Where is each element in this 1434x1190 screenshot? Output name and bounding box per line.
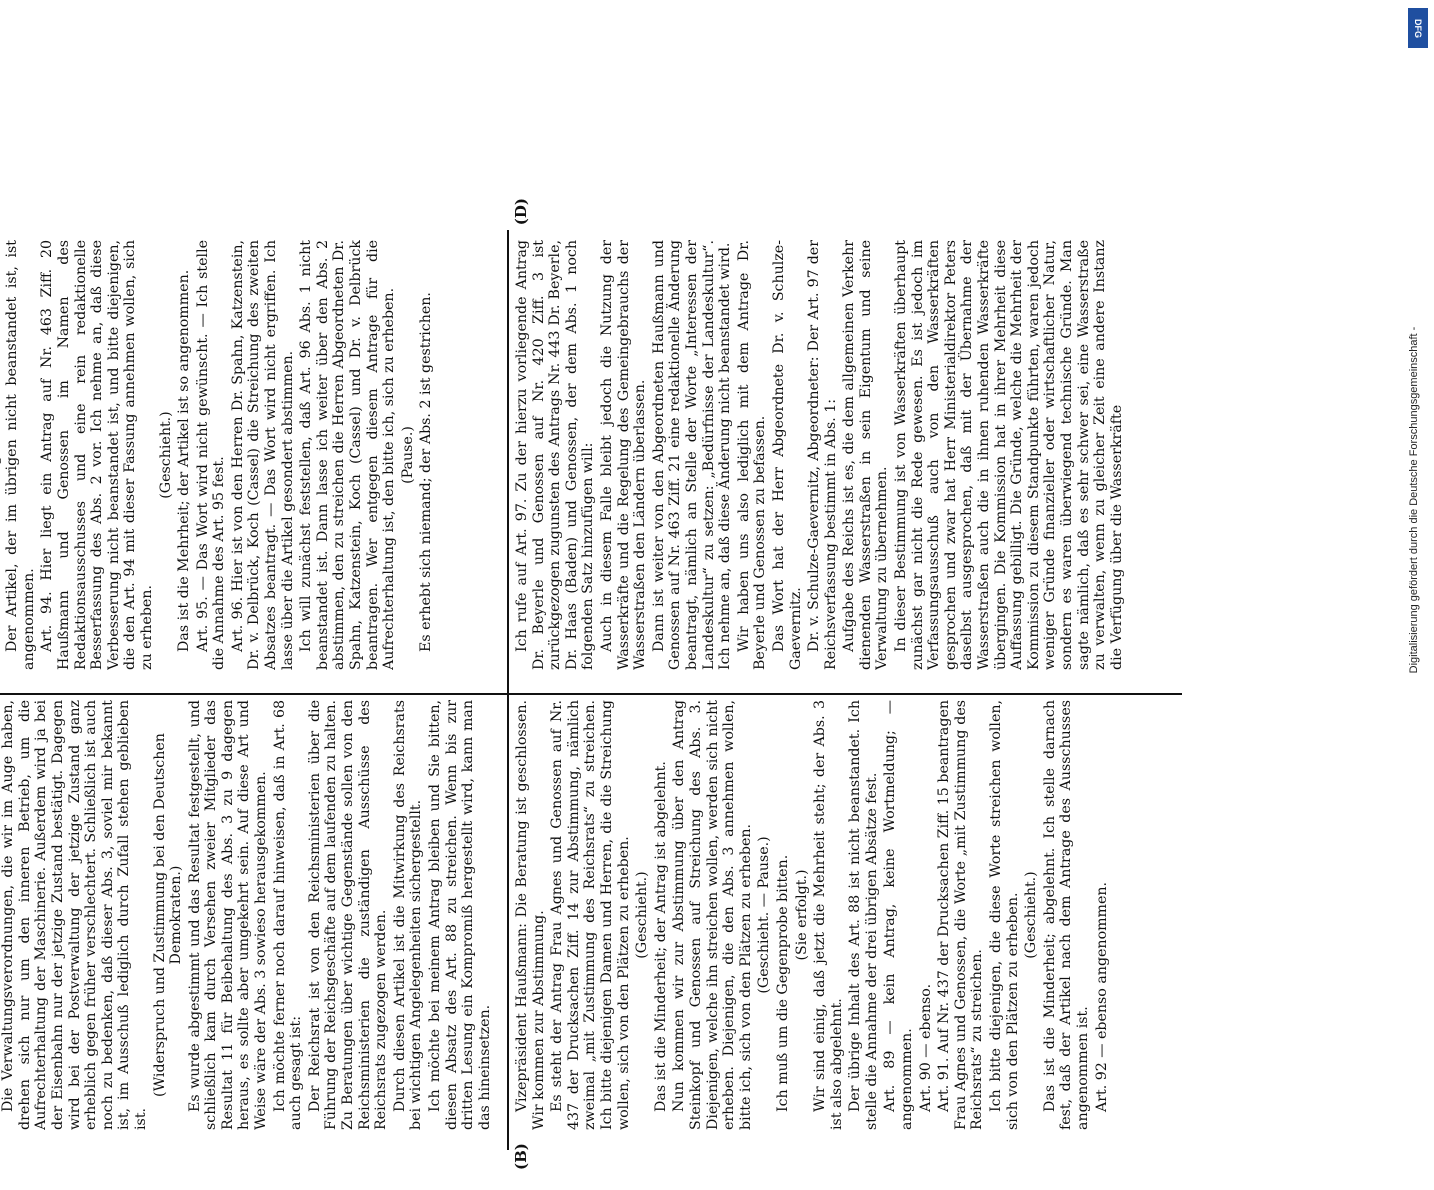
paragraph: Vizepräsident Haußmann: Die Beratung ist geschlossen. Wir kommen zur Abstimmung. (514, 700, 547, 1130)
paragraph: Art. 90 — ebenso. (917, 983, 934, 1112)
paragraph: Art. 94. Hier liegt ein Antrag auf Nr. 463 Ziff. 20 Haußmann und Genossen im Namen des Redaktionsausschusses und eine rein redaktionelle Besserfassung des Abs. 2 vor. Ich nehme an, daß diese Verbesserung nicht beanstandet ist, und bitte diejenigen, die den Art. 94 mit dieser Fassung annehmen wollen, sich zu erheben. (39, 240, 155, 670)
margin-mark-d: (D) (512, 198, 530, 226)
watermark-strip (1394, 0, 1434, 1000)
paragraph: Ich will zunächst feststellen, daß Art. 96 Abs. 1 nicht beanstandet ist. Dann lasse ich weiter über den Abs. 2 abstimmen, den zu streichen die Herren Abgeordneten Dr. Spahn, Katzenstein, Koch (Cassel) und Dr. v. Delbrück beantragen. Wer entgegen diesem Antrage für die Aufrechterhaltung ist, den bitte ich, sich zu erheben. (298, 240, 398, 670)
paragraph: (Geschieht.) (1023, 871, 1040, 959)
paragraph: Ich muß um die Gegenprobe bitten. (774, 854, 791, 1112)
paragraph: (Geschieht.) (157, 411, 174, 499)
paragraph: Dann ist weiter von den Abgeordneten Haußmann und Genossen auf Nr. 463 Ziff. 21 eine redaktionelle Änderung beantragt, nämlich an Stelle der Worte „Interessen der Landeskultur“ zu setzen: „Bedürfnisse der Landeskultur“. Ich nehme an, daß diese Änderung nicht beanstandet wird. (650, 240, 734, 670)
paragraph: Es wurde abgestimmt und das Resultat festgestellt, und schließlich kam durch Versehen zweier Mitglieder das Resultat 11 für Beibehaltung des Abs. 3 zu 9 dagegen heraus, es sollte aber umgekehrt sein. Auf diese Art und Weise wäre der Abs. 3 sowieso herausgekommen. (186, 700, 270, 1130)
paragraph: Ich rufe auf Art. 97. Zu der hierzu vorliegende Antrag Dr. Beyerle und Genossen auf Nr. 420 Ziff. 3 ist zurückgezogen zugunsten des Antrags Nr. 443 Dr. Beyerle, Dr. Haas (Baden) und Genossen, der dem Abs. 1 noch folgenden Satz hinzufügen will: (514, 240, 597, 670)
paragraph: Art. 89 — kein Antrag, keine Wortmeldung; — angenommen. (882, 700, 916, 1130)
watermark-text: Digitalisierung gefördert durch die Deutsche Forschungsgemeinschaft - (1408, 326, 1420, 674)
paragraph: Der Artikel, der im übrigen nicht beanstandet ist, ist angenommen. (4, 240, 37, 670)
paragraph: (Sie erfolgt.) (793, 869, 810, 961)
paragraph: Ich möchte ferner noch darauf hinweisen, daß in Art. 68 auch gesagt ist: (271, 700, 305, 1130)
paragraph: (Geschieht. — Pause.) (756, 836, 773, 994)
paragraph: Aufgabe des Reichs ist es, die dem allgemeinen Verkehr dienenden Wasserstraßen in sein Eigentum und seine Verwaltung zu übernehmen. (841, 240, 891, 670)
paragraph: Das Wort hat der Herr Abgeordnete Dr. v. Schulze-Gaevernitz. (770, 240, 804, 670)
paragraph: Auch in diesem Falle bleibt jedoch die Nutzung der Wasserkräfte und die Regelung des Gemeingebrauchs der Wasserstraßen den Ländern überlassen. (598, 240, 649, 670)
left-column-top (0, 700, 502, 1130)
paragraph: (Widerspruch und Zustimmung bei den Deutschen Demokraten.) (151, 733, 185, 1097)
paragraph: Das ist die Minderheit; abgelehnt. Ich stelle darnach fest, daß der Artikel nach dem Antrage des Ausschusses angenommen ist. (1041, 700, 1091, 1130)
right-column-bottom (514, 240, 1174, 670)
paragraph: Das ist die Mehrheit; der Artikel ist so angenommen. (176, 269, 193, 652)
paragraph: Durch diesen Artikel ist die Mitwirkung des Reichsrats bei wichtigen Angelegenheiten sichergestellt. (391, 700, 425, 1130)
paragraph: Art. 92 — ebenso angenommen. (1093, 881, 1110, 1112)
paragraph: (Geschieht.) (634, 871, 651, 959)
paragraph: Der übrige Inhalt des Art. 88 ist nicht beanstandet. Ich stelle die Annahme der drei übrigen Absätze fest. (847, 700, 880, 1130)
paragraph (0, 240, 2, 670)
paragraph: In dieser Bestimmung ist von Wasserkräften überhaupt zunächst gar nicht die Rede gewesen. Es ist jedoch im Verfassungsausschuß auch von den Wasserkräften gesprochen und zwar hat Herr Ministerialdirektor Peters daselbst ausgesprochen, daß mit der Übernahme der Wasserstraßen auch die in ihnen ruhenden Wasserkräfte übergingen. Die Kommission hat in ihrer Mehrheit diese Auffassung gebilligt. Die Gründe, welche die Mehrheit der Kommission zu diesem Standpunkte führten, waren jedoch weniger Gründe finanzieller oder wirtschaftlicher Natur, sondern es waren überwiegend technische Gründe. Man sagte nämlich, daß es sehr schwer sei, eine Wasserstraße zu verwalten, wenn zu gleicher Zeit eine andere Instanz die Verfügung über die Wasserkräfte (893, 240, 1125, 670)
dfg-logo: DFG (1408, 8, 1428, 48)
paragraph: Wir sind einig, daß jetzt die Mehrheit steht; der Abs. 3 ist also abgelehnt. (812, 700, 845, 1130)
left-column-bottom (514, 700, 1174, 1130)
paragraph: Art. 95. — Das Wort wird nicht gewünscht. — Ich stelle die Annahme des Art. 95 fest. (194, 240, 228, 670)
paragraph: Es erhebt sich niemand; der Abs. 2 ist gestrichen. (418, 292, 435, 652)
paragraph: Die Verwaltungsverordnungen, die wir im Auge haben, drehen sich nur um den inneren Betrieb, um die Aufrechterhaltung der Maschinerie. Außerdem wird ja bei der Eisenbahn nur der jetzige Zustand bestätigt. Dagegen wird bei der Postverwaltung der jetzige Zustand ganz erheblich gegen früher verschlechtert. Schließlich ist auch noch zu bedenken, daß dieser Abs. 3, soviel mir bekannt ist, im Ausschuß lediglich durch Zufall stehen geblieben ist. (0, 700, 149, 1130)
paragraph: Der Reichsrat ist von den Reichsministerien über die Führung der Reichsgeschäfte auf dem laufenden zu halten. Zu Beratungen über wichtige Gegenstände sollen von den Reichsministerien die zuständigen Ausschüsse des Reichsrats zugezogen werden. (306, 700, 390, 1130)
paragraph: Dr. v. Schulze-Gaevernitz, Abgeordneter: Der Art. 97 der Reichsverfassung bestimmt in Abs. 1: (806, 240, 839, 670)
paragraph: Art. 91. Auf Nr. 437 der Drucksachen Ziff. 15 beantragen Frau Agnes und Genossen, die Worte „mit Zustimmung des Reichsrats“ zu streichen. (936, 700, 986, 1130)
paragraph: Wir haben uns also lediglich mit dem Antrage Dr. Beyerle und Genossen zu befassen. (735, 240, 769, 670)
paragraph: Ich bitte diejenigen, die diese Worte streichen wollen, sich von den Plätzen zu erheben. (988, 700, 1021, 1130)
paragraph: Nun kommen wir zur Abstimmung über den Antrag Steinkopf und Genossen auf Streichung des Abs. 3. Diejenigen, welche ihn streichen wollen, werden sich nicht erheben. Diejenigen, die den Abs. 3 annehmen wollen, bitte ich, sich von den Plätzen zu erheben. (671, 700, 754, 1130)
paragraph: Ich möchte bei meinem Antrag bleiben und Sie bitten, diesen Absatz des Art. 88 zu streichen. Wenn bis zur dritten Lesung ein Kompromiß hergestellt wird, kann man das hineinsetzen. (427, 700, 493, 1130)
section-divider (507, 230, 509, 1150)
column-divider (0, 693, 1182, 695)
margin-mark-b: (B) (512, 1143, 530, 1170)
paragraph: Es steht der Antrag Frau Agnes und Genossen auf Nr. 437 der Drucksachen Ziff. 14 zur Abstimmung, nämlich zweimal „mit Zustimmung des Reichsrats“ zu streichen. Ich bitte diejenigen Damen und Herren, die die Streichung wollen, sich von den Plätzen zu erheben. (549, 700, 632, 1130)
right-column-top (0, 240, 502, 670)
paragraph: (Pause.) (399, 426, 416, 484)
paragraph: Art. 96. Hier ist von den Herren Dr. Spahn, Katzenstein, Dr. v. Delbrück, Koch (Cassel) die Streichung des zweiten Absatzes beantragt. — Das Wort wird nicht ergriffen. Ich lasse über die Artikel gesondert abstimmen. (229, 240, 296, 670)
paragraph: Das ist die Minderheit; der Antrag ist abgelehnt. (652, 761, 669, 1112)
newspaper-page (0, 190, 1202, 1190)
